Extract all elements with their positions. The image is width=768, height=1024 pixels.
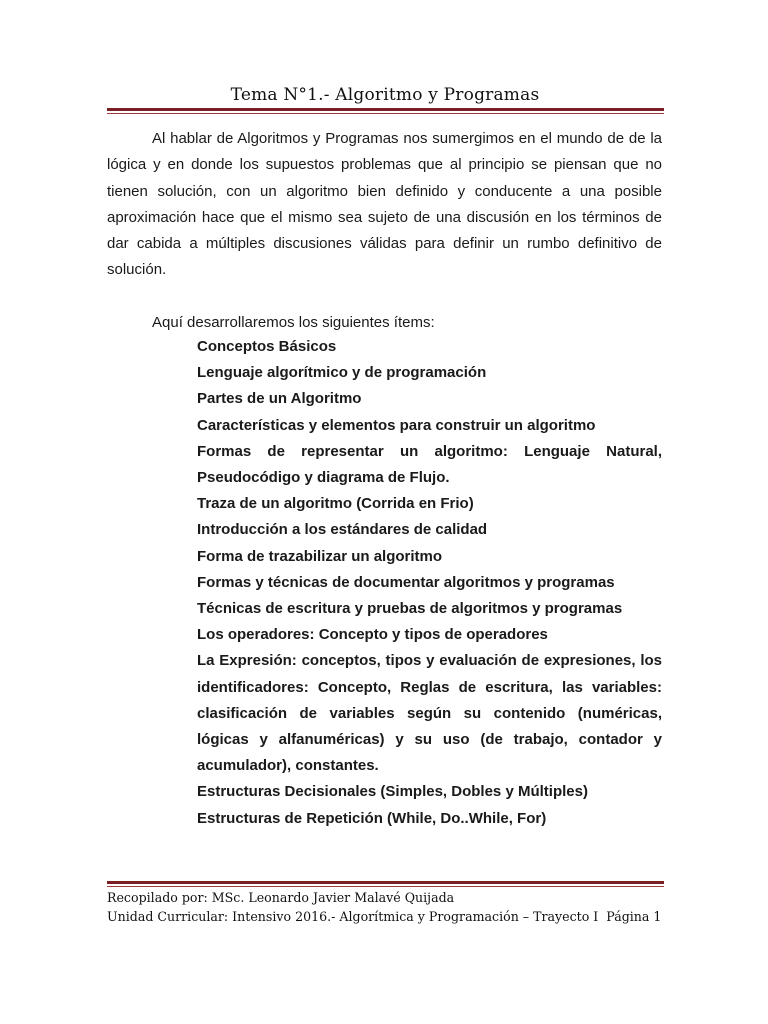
list-item: La Expresión: conceptos, tipos y evaluación de expresiones, los identificadores: Concepto, Reglas de escritura, las variables: clasificación de variables según su contenido (numéricas, lógicas y alfanuméricas) y su uso (de trabajo, contador y acumulador), constantes. <box>197 652 662 775</box>
page-title: Tema N°1.- Algoritmo y Programas <box>230 85 540 105</box>
list-item: Estructuras de Repetición (While, Do..While, For) <box>197 809 547 827</box>
list-item: Estructuras Decisionales (Simples, Dobles y Múltiples) <box>197 783 588 801</box>
topics-list <box>197 334 662 832</box>
items-intro: Aquí desarrollaremos los siguientes ítems: <box>152 314 435 331</box>
list-item: Lenguaje algorítmico y de programación <box>197 364 487 382</box>
list-item: Introducción a los estándares de calidad <box>197 521 488 539</box>
list-item: Conceptos Básicos <box>197 338 337 355</box>
footer-course: Unidad Curricular: Intensivo 2016.- Algorítmica y Programación – Trayecto I <box>107 909 599 924</box>
footer-compiled-by: Recopilado por: MSc. Leonardo Javier Malavé Quijada <box>107 890 455 905</box>
list-item: Traza de un algoritmo (Corrida en Frio) <box>197 495 474 513</box>
header-divider <box>107 108 664 114</box>
list-item: Partes de un Algoritmo <box>197 390 362 408</box>
footer-divider <box>107 881 664 887</box>
list-item: Formas y técnicas de documentar algoritmos y programas <box>197 573 615 591</box>
page-number: Página 1 <box>606 909 662 924</box>
intro-paragraph: Al hablar de Algoritmos y Programas nos sumergimos en el mundo de de la lógica y en donde los supuestos problemas que al principio se piensan que no tienen solución, con un algoritmo bien definido y conducente a una posible aproximación hace que el mismo sea sujeto de una discusión en los términos de dar cabida a múltiples discusiones válidas para definir un rumbo definitivo de solución. <box>107 130 662 279</box>
list-item: Formas de representar un algoritmo: Lenguaje Natural, Pseudocódigo y diagrama de Flujo. <box>197 442 662 487</box>
list-item: Técnicas de escritura y pruebas de algoritmos y programas <box>197 600 623 618</box>
list-item: Los operadores: Concepto y tipos de operadores <box>197 626 548 644</box>
list-item: Características y elementos para construir un algoritmo <box>197 416 596 434</box>
list-item: Forma de trazabilizar un algoritmo <box>197 547 443 565</box>
footer-course-line <box>107 909 667 924</box>
